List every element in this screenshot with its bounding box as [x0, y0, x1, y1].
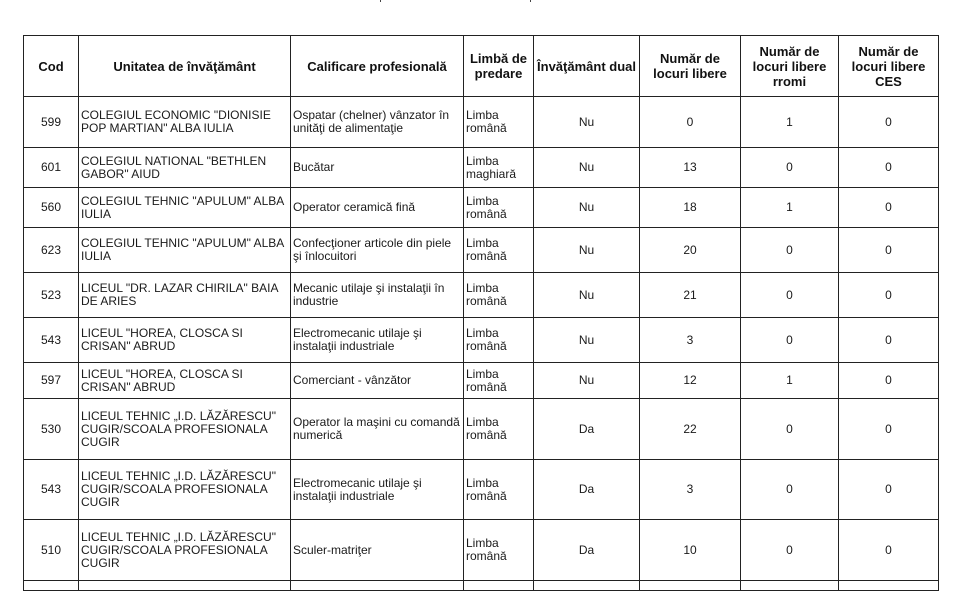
cell-dual: Nu	[534, 273, 640, 318]
cell-calificare: Operator ceramică fină	[291, 188, 464, 228]
table-row-cropped	[24, 581, 939, 591]
cell-cod: 623	[24, 228, 79, 273]
cell-cod: 530	[24, 399, 79, 460]
table-header-row	[24, 36, 939, 97]
cell-dual: Nu	[534, 148, 640, 188]
cell-unitatea: LICEUL "HOREA, CLOSCA SI CRISAN" ABRUD	[79, 318, 291, 363]
cell-limba: Limba maghiară	[464, 148, 534, 188]
header-locuri: Număr de locuri libere	[640, 36, 741, 97]
cell-dual: Nu	[534, 318, 640, 363]
cell-ces: 0	[839, 97, 939, 148]
cell-limba: Limba română	[464, 188, 534, 228]
cell-locuri: 3	[640, 318, 741, 363]
cell-rromi: 0	[741, 148, 839, 188]
header-dual: Învăţământ dual	[534, 36, 640, 97]
table-row	[24, 318, 939, 363]
cell-rromi: 1	[741, 363, 839, 399]
cell-locuri: 10	[640, 520, 741, 581]
cell-locuri: 20	[640, 228, 741, 273]
cell-locuri: 12	[640, 363, 741, 399]
cell-rromi: 0	[741, 460, 839, 520]
cell-cod: 601	[24, 148, 79, 188]
cell-rromi: 0	[741, 399, 839, 460]
cell-dual: Da	[534, 520, 640, 581]
cell-dual: Nu	[534, 363, 640, 399]
cell-ces: 0	[839, 318, 939, 363]
table-row	[24, 188, 939, 228]
cell-calificare: Electromecanic utilaje şi instalaţii industriale	[291, 318, 464, 363]
cell-empty	[640, 581, 741, 591]
cell-cod: 543	[24, 318, 79, 363]
cell-locuri: 18	[640, 188, 741, 228]
cell-unitatea: COLEGIUL NATIONAL "BETHLEN GABOR" AIUD	[79, 148, 291, 188]
cell-rromi: 1	[741, 97, 839, 148]
cell-empty	[741, 581, 839, 591]
cell-empty	[24, 581, 79, 591]
cell-dual: Nu	[534, 228, 640, 273]
cell-calificare: Mecanic utilaje şi instalaţii în industrie	[291, 273, 464, 318]
cell-cod: 523	[24, 273, 79, 318]
cell-unitatea: LICEUL TEHNIC „I.D. LĂZĂRESCU" CUGIR/SCOALA PROFESIONALA CUGIR	[79, 520, 291, 581]
cell-ces: 0	[839, 273, 939, 318]
cell-unitatea: COLEGIUL ECONOMIC "DIONISIE POP MARTIAN" ALBA IULIA	[79, 97, 291, 148]
cell-cod: 560	[24, 188, 79, 228]
cell-rromi: 0	[741, 228, 839, 273]
cell-cod: 543	[24, 460, 79, 520]
cell-empty	[464, 581, 534, 591]
cell-dual: Nu	[534, 97, 640, 148]
table-row	[24, 97, 939, 148]
cell-empty	[79, 581, 291, 591]
cell-locuri: 22	[640, 399, 741, 460]
cell-empty	[291, 581, 464, 591]
cell-calificare: Operator la maşini cu comandă numerică	[291, 399, 464, 460]
cell-locuri: 13	[640, 148, 741, 188]
cell-dual: Da	[534, 399, 640, 460]
cell-calificare: Confecţioner articole din piele şi înlocuitori	[291, 228, 464, 273]
cell-empty	[534, 581, 640, 591]
header-unitatea: Unitatea de învăţământ	[79, 36, 291, 97]
cell-dual: Nu	[534, 188, 640, 228]
table-row	[24, 148, 939, 188]
cell-ces: 0	[839, 399, 939, 460]
cell-ces: 0	[839, 460, 939, 520]
cell-locuri: 3	[640, 460, 741, 520]
cell-calificare: Ospatar (chelner) vânzator în unităţi de alimentaţie	[291, 97, 464, 148]
cell-locuri: 0	[640, 97, 741, 148]
table-row	[24, 228, 939, 273]
cell-calificare: Comerciant - vânzător	[291, 363, 464, 399]
cell-calificare: Sculer-matriţer	[291, 520, 464, 581]
cell-rromi: 1	[741, 188, 839, 228]
cell-calificare: Bucătar	[291, 148, 464, 188]
cell-rromi: 0	[741, 520, 839, 581]
cell-dual: Da	[534, 460, 640, 520]
cell-rromi: 0	[741, 318, 839, 363]
header-ces: Număr de locuri libere CES	[839, 36, 939, 97]
cell-unitatea: LICEUL TEHNIC „I.D. LĂZĂRESCU" CUGIR/SCOALA PROFESIONALA CUGIR	[79, 399, 291, 460]
table-row	[24, 273, 939, 318]
cell-limba: Limba română	[464, 520, 534, 581]
cell-empty	[839, 581, 939, 591]
cell-ces: 0	[839, 363, 939, 399]
table-row	[24, 399, 939, 460]
cell-ces: 0	[839, 228, 939, 273]
header-cod: Cod	[24, 36, 79, 97]
cell-cod: 599	[24, 97, 79, 148]
header-limba: Limbă de predare	[464, 36, 534, 97]
table-row	[24, 460, 939, 520]
cell-limba: Limba română	[464, 318, 534, 363]
cell-rromi: 0	[741, 273, 839, 318]
vacancies-table	[23, 35, 939, 591]
cell-unitatea: LICEUL "DR. LAZAR CHIRILA" BAIA DE ARIES	[79, 273, 291, 318]
cell-limba: Limba română	[464, 460, 534, 520]
cell-limba: Limba română	[464, 228, 534, 273]
cell-ces: 0	[839, 188, 939, 228]
table-row	[24, 520, 939, 581]
cell-ces: 0	[839, 148, 939, 188]
cell-unitatea: COLEGIUL TEHNIC "APULUM" ALBA IULIA	[79, 228, 291, 273]
cell-locuri: 21	[640, 273, 741, 318]
cell-cod: 597	[24, 363, 79, 399]
cell-unitatea: COLEGIUL TEHNIC "APULUM" ALBA IULIA	[79, 188, 291, 228]
cell-ces: 0	[839, 520, 939, 581]
cell-cod: 510	[24, 520, 79, 581]
cell-limba: Limba română	[464, 97, 534, 148]
cell-limba: Limba română	[464, 399, 534, 460]
header-rromi: Număr de locuri libere rromi	[741, 36, 839, 97]
table-row	[24, 363, 939, 399]
cropped-header-marks	[0, 0, 960, 6]
cell-calificare: Electromecanic utilaje şi instalaţii industriale	[291, 460, 464, 520]
cell-limba: Limba română	[464, 273, 534, 318]
header-calificare: Calificare profesională	[291, 36, 464, 97]
cell-unitatea: LICEUL "HOREA, CLOSCA SI CRISAN" ABRUD	[79, 363, 291, 399]
cell-limba: Limba română	[464, 363, 534, 399]
cell-unitatea: LICEUL TEHNIC „I.D. LĂZĂRESCU" CUGIR/SCOALA PROFESIONALA CUGIR	[79, 460, 291, 520]
